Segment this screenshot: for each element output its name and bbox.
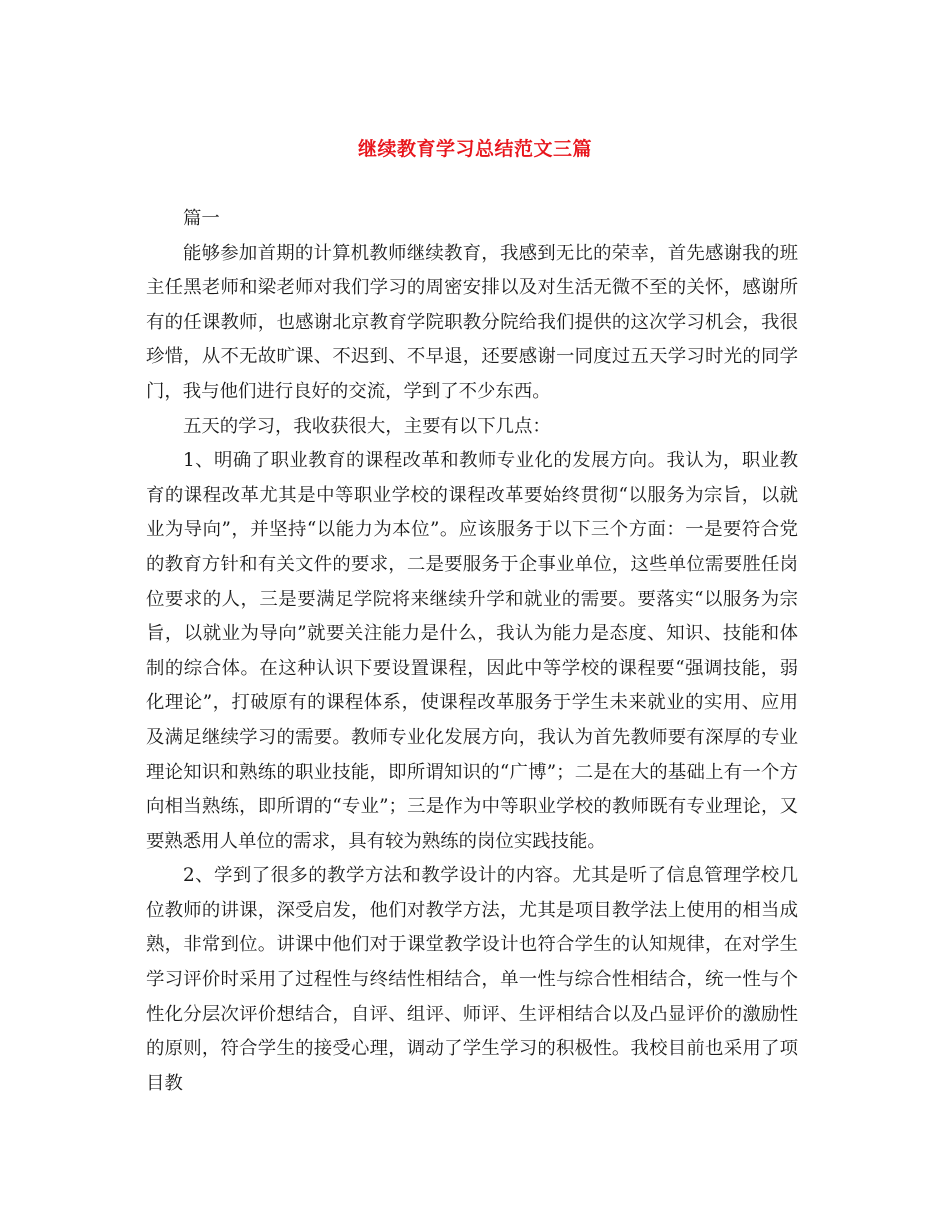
paragraph-point-2: 2、学到了很多的教学方法和教学设计的内容。尤其是听了信息管理学校几位教师的讲课，深受启发，他们对教学方法，尤其是项目教学法上使用的相当成熟，非常到位。讲课中他们对于课堂教学设计也符合学生的认知规律，在对学生学习评价时采用了过程性与终结性相结合，单一性与综合性相结合，统一性与个性化分层次评价想结合，自评、组评、师评、生评相结合以及凸显评价的激励性的原则，符合学生的接受心理，调动了学生学习的积极性。我校目前也采用了项目教 <box>146 865 798 1094</box>
document-title: 继续教育学习总结范文三篇 <box>357 138 592 160</box>
document-body <box>146 202 798 1101</box>
paragraph-intro: 能够参加首期的计算机教师继续教育，我感到无比的荣幸，首先感谢我的班主任黑老师和梁老师对我们学习的周密安排以及对生活无微不至的关怀，感谢所有的任课教师，也感谢北京教育学院职教分院给我们提供的这次学习机会，我很珍惜，从不无故旷课、不迟到、不早退，还要感谢一同度过五天学习时光的同学门，我与他们进行良好的交流，学到了不少东西。 <box>146 242 798 402</box>
section-heading: 篇一 <box>183 208 220 229</box>
paragraph-summary: 五天的学习，我收获很大，主要有以下几点： <box>183 415 551 437</box>
paragraph-point-1: 1、明确了职业教育的课程改革和教师专业化的发展方向。我认为，职业教育的课程改革尤其是中等职业学校的课程改革要始终贯彻“以服务为宗旨，以就业为导向”，并坚持“以能力为本位”。应该服务于以下三个方面：一是要符合党的教育方针和有关文件的要求，二是要服务于企事业单位，这些单位需要胜任岗位要求的人，三是要满足学院将来继续升学和就业的需要。要落实“以服务为宗旨，以就业为导向”就要关注能力是什么，我认为能力是态度、知识、技能和体制的综合体。在这种认识下要设置课程，因此中等学校的课程要“强调技能，弱化理论”，打破原有的课程体系，使课程改革服务于学生未来就业的实用、应用及满足继续学习的需要。教师专业化发展方向，我认为首先教师要有深厚的专业理论知识和熟练的职业技能，即所谓知识的“广博”；二是在大的基础上有一个方向相当熟练，即所谓的“专业”；三是作为中等职业学校的教师既有专业理论，又要熟悉用人单位的需求，具有较为熟练的岗位实践技能。 <box>146 450 798 852</box>
